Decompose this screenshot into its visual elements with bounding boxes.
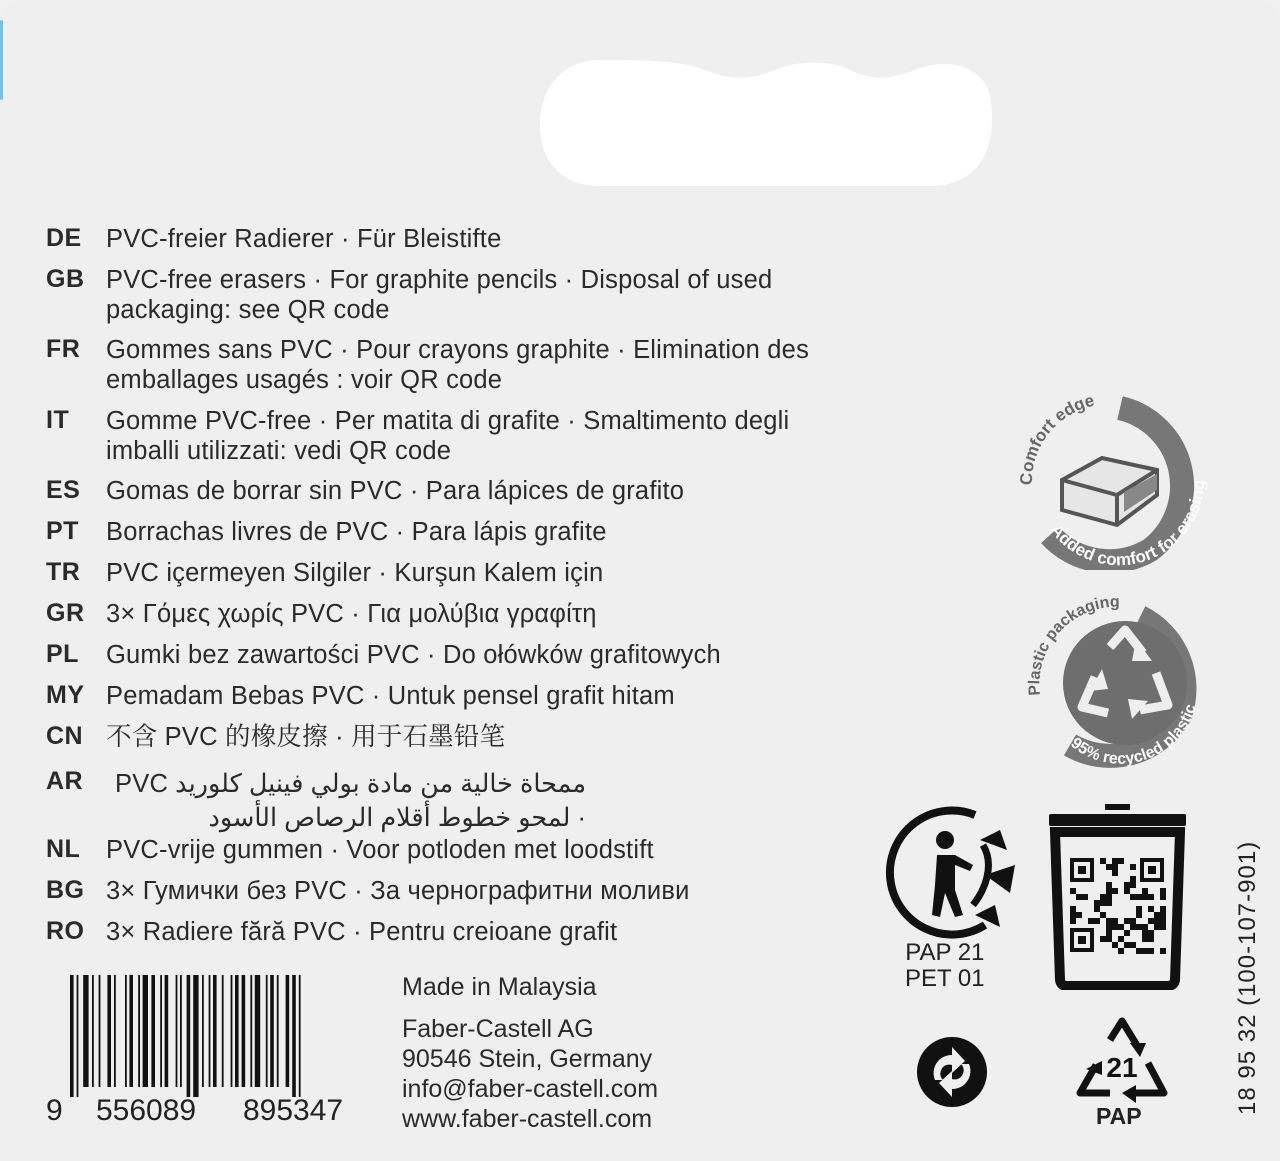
language-text (106, 876, 690, 906)
qr-module (1112, 858, 1118, 864)
qr-module (1112, 888, 1118, 894)
language-code: ES (46, 476, 81, 504)
qr-module (1094, 900, 1100, 906)
qr-module (1124, 930, 1130, 936)
qr-module (1078, 866, 1086, 874)
qr-module (1124, 888, 1130, 894)
svg-text:95% recycled plastic: 95% recycled plastic (1067, 702, 1200, 768)
barcode-bar (180, 975, 182, 1087)
qr-module (1148, 930, 1154, 936)
company-address: 90546 Stein, Germany (402, 1045, 653, 1073)
qr-module (1160, 948, 1166, 954)
qr-module (1148, 894, 1154, 900)
qr-module (1112, 870, 1118, 876)
tidyman-codes (905, 940, 985, 992)
manufacturer-block (402, 972, 658, 1134)
qr-module (1094, 918, 1100, 924)
language-line: Gomas de borrar sin PVC · Para lápices de grafito (106, 477, 685, 505)
qr-module (1136, 906, 1142, 912)
qr-module (1094, 906, 1100, 912)
language-code: CN (46, 722, 84, 750)
qr-module (1142, 948, 1148, 954)
qr-module (1118, 936, 1124, 942)
language-line: emballages usagés : voir QR code (106, 366, 503, 394)
qr-module (1160, 888, 1166, 894)
qr-module (1106, 918, 1112, 924)
qr-module (1130, 924, 1136, 930)
language-row-ar (46, 767, 586, 835)
qr-module (1106, 864, 1112, 870)
company-name: Faber-Castell AG (402, 1015, 594, 1043)
plastic-recycle-badge-icon (1010, 595, 1210, 775)
qr-module (1106, 900, 1112, 906)
qr-module (1112, 918, 1118, 924)
article-number: 18 95 32 (100-107-901) (1234, 840, 1261, 1115)
language-line: packaging: see QR code (106, 296, 390, 324)
barcode-bar (114, 975, 116, 1087)
language-line: · لمحو خطوط أقلام الرصاص الأسود (208, 804, 586, 832)
language-row-gr (46, 599, 597, 629)
language-row-gb (46, 265, 772, 325)
qr-module (1100, 858, 1106, 864)
qr-module (1070, 912, 1076, 918)
qr-module (1148, 936, 1154, 942)
language-line: Gommes sans PVC · Pour crayons graphite · Elimination des (106, 336, 810, 364)
barcode-bar (270, 975, 274, 1087)
language-text (106, 558, 603, 588)
barcode-bar (242, 975, 246, 1087)
barcode-bar (277, 975, 279, 1087)
barcode-bar (213, 975, 217, 1087)
qr-module (1112, 942, 1118, 948)
pap-code: PAP 21 (905, 939, 985, 966)
language-code: TR (46, 558, 81, 586)
qr-module (1070, 888, 1076, 894)
qr-module (1106, 894, 1112, 900)
language-code: RO (46, 917, 85, 945)
language-row-tr (46, 558, 603, 588)
qr-module (1100, 900, 1106, 906)
qr-module (1154, 912, 1160, 918)
language-code: PL (46, 640, 79, 668)
barcode-bar (193, 975, 198, 1097)
barcode-bar (70, 975, 74, 1097)
language-line: PVC içermeyen Silgiler · Kurşun Kalem için (106, 559, 604, 587)
hang-hole (0, 0, 1280, 200)
pap-label: PAP (1096, 1103, 1142, 1129)
barcode-bar (92, 975, 94, 1087)
qr-module (1082, 894, 1088, 900)
qr-module (1124, 918, 1130, 924)
barcode-digits-left: 556089 (96, 1094, 197, 1127)
qr-module (1100, 894, 1106, 900)
barcode-bar (250, 975, 252, 1087)
qr-module (1118, 858, 1124, 864)
recycle-triangle-icon (1072, 1015, 1172, 1110)
qr-module (1130, 942, 1136, 948)
language-code: FR (46, 335, 81, 363)
qr-module (1100, 912, 1106, 918)
svg-text:Added comfort for erasing: Added comfort for erasing (1046, 479, 1209, 570)
language-row-de (46, 224, 501, 254)
barcode-bar (99, 975, 101, 1087)
barcode-bar (286, 975, 290, 1087)
qr-module (1136, 924, 1142, 930)
qr-module (1154, 918, 1160, 924)
qr-module (1076, 894, 1082, 900)
language-text (106, 767, 586, 835)
barcode-bar (266, 975, 268, 1087)
qr-module (1160, 924, 1166, 930)
language-line: PVC-free erasers · For graphite pencils · Disposal of used (106, 266, 773, 294)
language-code: NL (46, 835, 81, 863)
qr-module (1142, 888, 1148, 894)
language-row-es (46, 476, 684, 506)
barcode-bar (299, 975, 301, 1097)
qr-module (1160, 912, 1166, 918)
language-line: Gumki bez zawartości PVC · Do ołówków grafitowych (106, 641, 721, 669)
language-row-nl (46, 835, 654, 865)
qr-module (1130, 864, 1136, 870)
language-row-ro (46, 917, 617, 947)
language-line: ممحاة خالية من مادة بولي فينيل كلوريد PVC (115, 770, 586, 798)
language-row-cn (46, 722, 505, 752)
qr-module (1124, 882, 1130, 888)
qr-module (1160, 918, 1166, 924)
language-code: DE (46, 224, 82, 252)
language-line: 3× Radiere fără PVC · Pentru creioane grafit (106, 918, 618, 946)
barcode-bar (129, 975, 133, 1087)
barcode-bar (255, 975, 260, 1087)
qr-module (1076, 912, 1082, 918)
qr-module (1136, 894, 1142, 900)
language-text (106, 265, 772, 325)
qr-module (1142, 936, 1148, 942)
svg-text:Comfort edge: Comfort edge (1016, 390, 1097, 486)
language-text (106, 517, 607, 547)
language-line: Gomme PVC-free · Per matita di grafite · Smaltimento degli (106, 407, 790, 435)
barcode-bar (176, 975, 178, 1087)
qr-module (1154, 924, 1160, 930)
qr-module (1148, 918, 1154, 924)
qr-module (1112, 924, 1118, 930)
language-text (106, 476, 684, 506)
qr-module (1124, 942, 1130, 948)
barcode-bar (143, 975, 148, 1087)
language-text (106, 681, 675, 711)
barcode-bar (125, 975, 127, 1087)
language-text (106, 917, 617, 947)
svg-text:Plastic packaging: Plastic packaging (1026, 595, 1120, 697)
language-text (106, 640, 721, 670)
recycle-number: 21 (1106, 1052, 1138, 1083)
qr-module (1130, 894, 1136, 900)
language-code: PT (46, 517, 79, 545)
qr-module (1118, 924, 1124, 930)
qr-module (1130, 876, 1136, 882)
qr-module (1148, 906, 1154, 912)
barcode-bar (83, 975, 88, 1087)
qr-module (1070, 918, 1076, 924)
barcode-bar (187, 975, 191, 1097)
language-row-pl (46, 640, 721, 670)
barcode-bar (231, 975, 233, 1087)
language-row-fr (46, 335, 809, 395)
qr-module (1142, 894, 1148, 900)
language-text (106, 722, 505, 752)
language-code: AR (46, 767, 84, 795)
qr-module (1130, 882, 1136, 888)
company-website: www.faber-castell.com (402, 1105, 653, 1133)
language-text (106, 224, 501, 254)
qr-module (1142, 924, 1148, 930)
green-dot-icon (915, 1035, 990, 1110)
language-line: 3× Γόμες χωρίς PVC · Για μολύβια γραφίτη (106, 600, 597, 628)
qr-module (1106, 888, 1112, 894)
language-line: 不含 PVC 的橡皮擦 · 用于石墨铅笔 (106, 723, 506, 751)
language-code: GB (46, 265, 85, 293)
barcode-bar (165, 975, 169, 1087)
language-row-it (46, 406, 789, 466)
barcode-bar (292, 975, 296, 1097)
qr-bin-icon (1045, 800, 1190, 990)
language-line: Borrachas livres de PVC · Para lápis grafite (106, 518, 607, 546)
company-email: info@faber-castell.com (402, 1075, 659, 1103)
barcode-digit-prefix: 9 (46, 1094, 63, 1127)
language-line: PVC-vrije gummen · Voor potloden met loodstift (106, 836, 654, 864)
barcode-bar (209, 975, 211, 1087)
tidyman-icon (885, 805, 1020, 940)
qr-module (1148, 948, 1154, 954)
language-line: PVC-freier Radierer · Für Bleistifte (106, 225, 502, 253)
qr-module (1136, 912, 1142, 918)
language-line: 3× Гумички без PVC · За чернографитни моливи (106, 877, 690, 905)
barcode-bar (151, 975, 155, 1087)
language-line: imballi utilizzati: vedi QR code (106, 437, 452, 465)
qr-module (1118, 948, 1124, 954)
qr-module (1070, 906, 1076, 912)
qr-module (1078, 936, 1086, 944)
language-code: GR (46, 599, 85, 627)
comfort-edge-badge-icon (1010, 390, 1210, 570)
barcode-bar (77, 975, 79, 1097)
language-text (106, 406, 789, 466)
language-row-bg (46, 876, 690, 906)
language-code: BG (46, 876, 85, 904)
barcode-bar (235, 975, 239, 1087)
language-row-pt (46, 517, 607, 547)
qr-module (1106, 882, 1112, 888)
barcode-bar (222, 975, 224, 1087)
qr-module (1112, 864, 1118, 870)
barcode-digits-right: 895347 (243, 1094, 344, 1127)
pet-code: PET 01 (905, 965, 985, 992)
language-text (106, 599, 597, 629)
made-in: Made in Malaysia (402, 973, 597, 1001)
barcode-bar (202, 975, 204, 1087)
qr-module (1088, 918, 1094, 924)
qr-module (1100, 936, 1106, 942)
barcode-bar (138, 975, 140, 1087)
language-text (106, 335, 809, 395)
language-code: IT (46, 406, 70, 434)
qr-module (1142, 930, 1148, 936)
qr-module (1148, 866, 1156, 874)
language-line: Pemadam Bebas PVC · Untuk pensel grafit hitam (106, 682, 675, 710)
language-text (106, 835, 654, 865)
language-code: MY (46, 681, 85, 709)
barcode-bar (160, 975, 162, 1087)
qr-module (1136, 948, 1142, 954)
qr-module (1160, 894, 1166, 900)
qr-module (1106, 936, 1112, 942)
qr-module (1160, 906, 1166, 912)
language-row-my (46, 681, 675, 711)
qr-module (1130, 918, 1136, 924)
qr-module (1106, 924, 1112, 930)
barcode (70, 975, 370, 1097)
qr-module (1106, 930, 1112, 936)
barcode-bar (107, 975, 111, 1087)
